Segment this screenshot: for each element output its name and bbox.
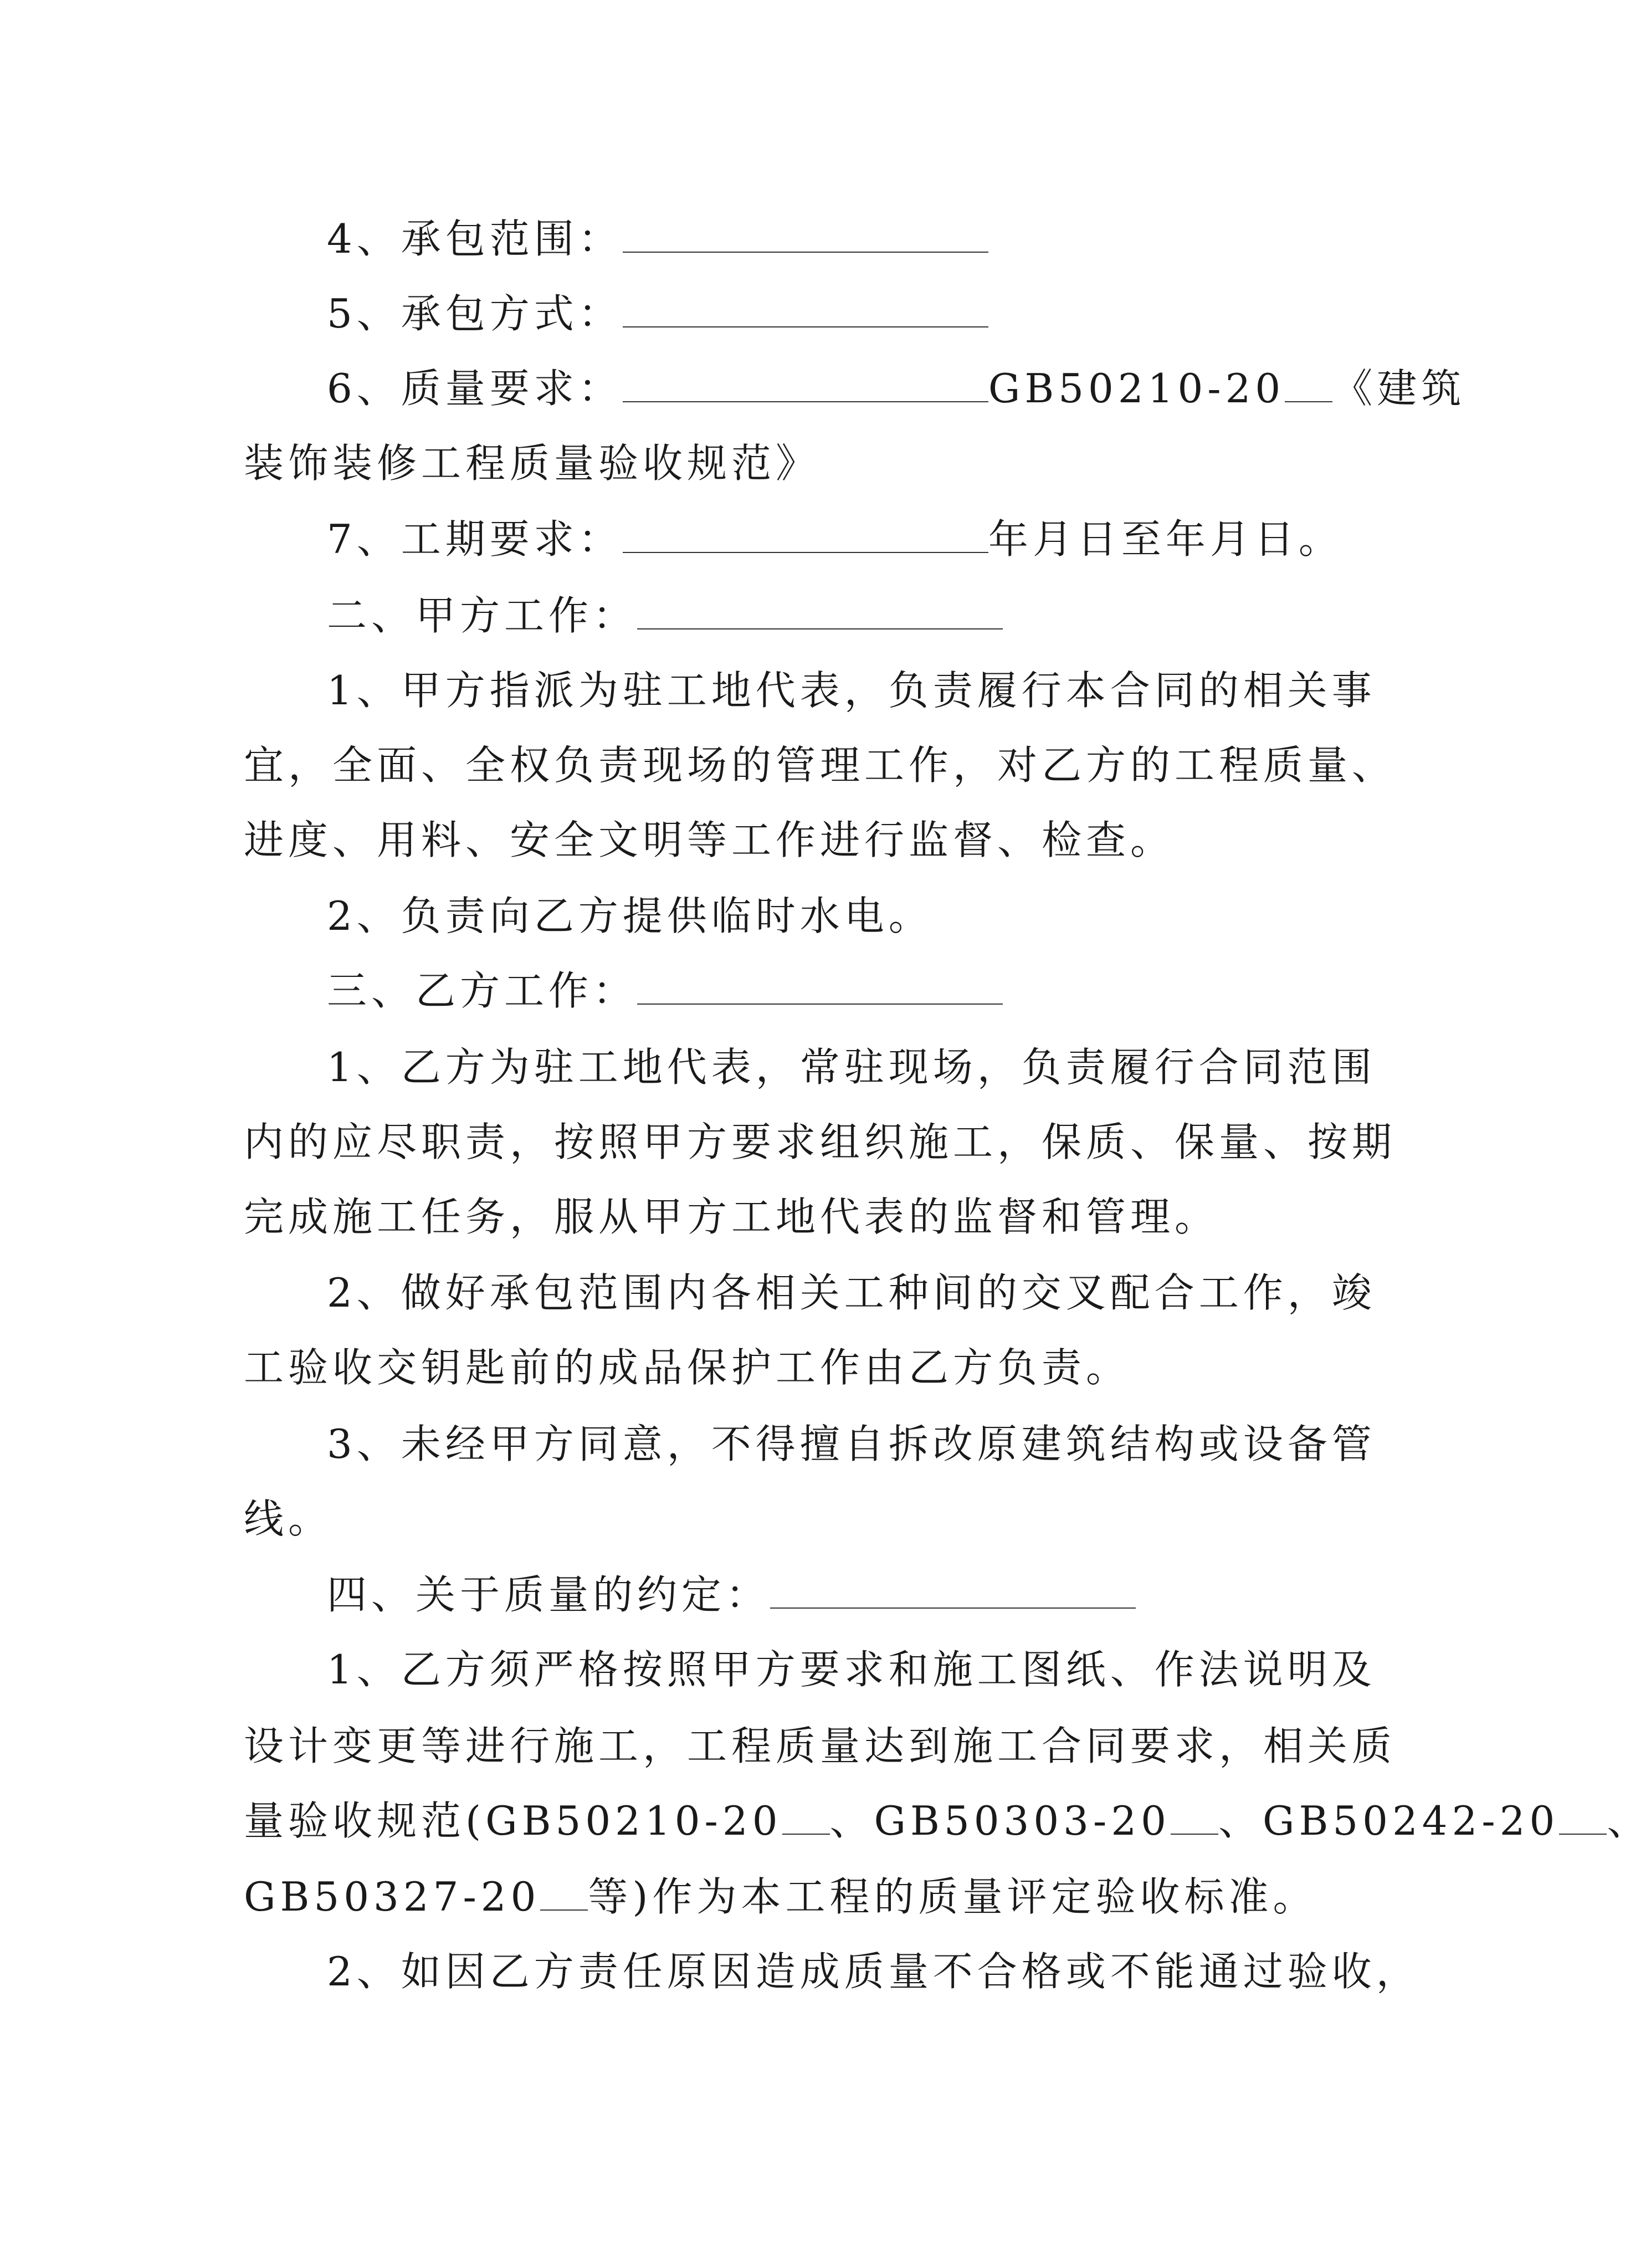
- item-6-code: GB50210-20: [988, 365, 1285, 412]
- item-6-year-blank: [1285, 370, 1332, 402]
- item-6-cont: 装饰装修工程质量验收规范》: [244, 440, 821, 487]
- section-3-blank: [637, 972, 1003, 1005]
- item-7-tail: 年月日至年月日。: [988, 516, 1343, 562]
- sec4-p1-l3-d: 、: [1607, 1798, 1651, 1844]
- item-6-blank: [623, 370, 988, 402]
- sec3-p2-l1: 2、做好承包范围内各相关工种间的交叉配合工作，竣: [327, 1269, 1376, 1316]
- section-4-title-text: 四、关于质量的约定：: [327, 1571, 771, 1618]
- item-6-tail: 《建筑: [1332, 365, 1466, 412]
- year-blank-1: [782, 1803, 830, 1835]
- sec3-p1-l3: 完成施工任务，服从甲方工地代表的监督和管理。: [244, 1194, 1219, 1240]
- sec4-p1-l3-a: 量验收规范(GB50210-20: [244, 1798, 782, 1844]
- item-4: [327, 216, 988, 262]
- item-4-blank: [623, 221, 988, 253]
- sec4-p2-l1: 2、如因乙方责任原因造成质量不合格或不能通过验收，: [327, 1948, 1421, 1995]
- sec2-p1-l1: 1、甲方指派为驻工地代表，负责履行本合同的相关事: [327, 667, 1376, 714]
- year-blank-4: [540, 1878, 588, 1911]
- section-2-title-text: 二、甲方工作：: [327, 592, 638, 639]
- item-6-label: 6、质量要求：: [327, 365, 623, 412]
- item-7: [327, 516, 1343, 562]
- sec4-p1-l2: 设计变更等进行施工，工程质量达到施工合同要求，相关质: [244, 1723, 1397, 1769]
- sec3-p2-l2: 工验收交钥匙前的成品保护工作由乙方负责。: [244, 1344, 1131, 1391]
- sec4-p1-l4-a: GB50327-20: [244, 1873, 541, 1920]
- sec3-p3-l1: 3、未经甲方同意，不得擅自拆改原建筑结构或设备管: [327, 1421, 1376, 1467]
- sec4-p1-l1: 1、乙方须严格按照甲方要求和施工图纸、作法说明及: [327, 1646, 1376, 1693]
- section-2-blank: [637, 597, 1003, 629]
- item-6: [327, 365, 1466, 412]
- sec4-p1-l3-c: 、GB50242-20: [1218, 1798, 1560, 1844]
- section-2-title: [327, 592, 1003, 639]
- section-3-title: [327, 967, 1003, 1014]
- sec3-p1-l2: 内的应尽职责，按照甲方要求组织施工，保质、保量、按期: [244, 1119, 1397, 1165]
- item-7-blank: [623, 521, 988, 553]
- sec4-p1-l3: [244, 1798, 1651, 1844]
- section-4-title: [327, 1571, 1136, 1618]
- sec2-p1-l2: 宜，全面、全权负责现场的管理工作，对乙方的工程质量、: [244, 742, 1397, 789]
- year-blank-3: [1559, 1803, 1607, 1835]
- section-3-title-text: 三、乙方工作：: [327, 967, 638, 1014]
- sec2-p1-l3: 进度、用料、安全文明等工作进行监督、检查。: [244, 817, 1175, 863]
- year-blank-2: [1171, 1803, 1218, 1835]
- sec4-p1-l4: [244, 1873, 1317, 1920]
- item-4-label: 4、承包范围：: [327, 216, 623, 262]
- sec3-p1-l1: 1、乙方为驻工地代表，常驻现场，负责履行合同范围: [327, 1044, 1376, 1091]
- item-7-label: 7、工期要求：: [327, 516, 623, 562]
- sec3-p3-l2: 线。: [244, 1496, 333, 1542]
- item-5-blank: [623, 295, 988, 327]
- item-5: [327, 290, 988, 337]
- item-5-label: 5、承包方式：: [327, 290, 623, 337]
- sec4-p1-l3-b: 、GB50303-20: [829, 1798, 1171, 1844]
- sec2-p2: 2、负责向乙方提供临时水电。: [327, 893, 933, 939]
- section-4-blank: [770, 1576, 1136, 1609]
- sec4-p1-l4-b: 等)作为本工程的质量评定验收标准。: [588, 1873, 1317, 1920]
